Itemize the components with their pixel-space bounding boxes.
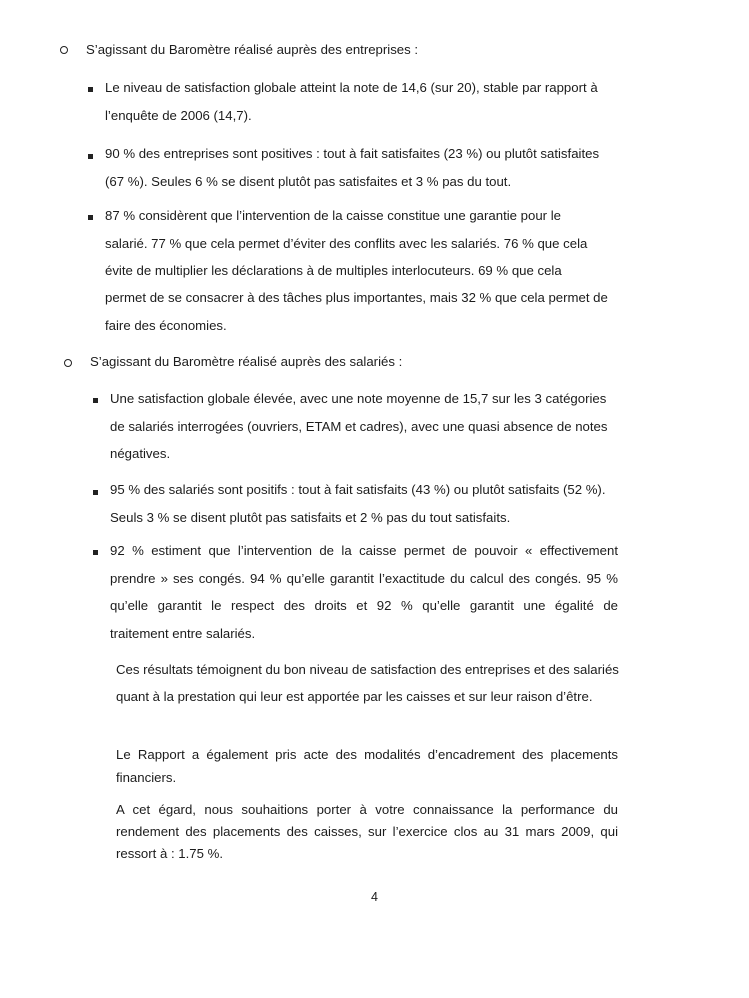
bullet-line: traitement entre salariés. xyxy=(110,626,256,641)
performance-line: A cet égard, nous souhaitions porter à votre connaissance la performance du xyxy=(116,802,618,817)
square-bullet-icon xyxy=(93,550,98,555)
circle-bullet-icon xyxy=(60,46,68,54)
bullet-line: de salariés interrogées (ouvriers, ETAM et cadres), avec une quasi absence de notes xyxy=(110,419,608,434)
square-bullet-icon xyxy=(88,154,93,159)
conclusion-line: quant à la prestation qui leur est apportée par les caisses et sur leur raison d’être. xyxy=(116,689,593,704)
bullet-line: (67 %). Seules 6 % se disent plutôt pas satisfaites et 3 % pas du tout. xyxy=(105,174,512,189)
bullet-line: faire des économies. xyxy=(105,318,227,333)
rapport-line: financiers. xyxy=(116,770,177,785)
bullet-line: Une satisfaction globale élevée, avec une note moyenne de 15,7 sur les 3 catégories xyxy=(110,391,607,406)
bullet-line: salarié. 77 % que cela permet d’éviter des conflits avec les salariés. 76 % que cela xyxy=(105,236,588,251)
bullet-line: 87 % considèrent que l’intervention de la caisse constitue une garantie pour le xyxy=(105,208,561,223)
bullet-line: Le niveau de satisfaction globale atteint la note de 14,6 (sur 20), stable par rapport à xyxy=(105,80,598,95)
section-heading-entreprises: S’agissant du Baromètre réalisé auprès des entreprises : xyxy=(86,42,419,57)
page-number: 4 xyxy=(371,890,378,904)
bullet-line: permet de se consacrer à des tâches plus importantes, mais 32 % que cela permet de xyxy=(105,290,608,305)
bullet-line: 95 % des salariés sont positifs : tout à fait satisfaits (43 %) ou plutôt satisfaits (52 %). xyxy=(110,482,606,497)
bullet-line: l’enquête de 2006 (14,7). xyxy=(105,108,252,123)
performance-line: ressort à : 1.75 %. xyxy=(116,846,224,861)
bullet-line: 90 % des entreprises sont positives : tout à fait satisfaites (23 %) ou plutôt satisfaites xyxy=(105,146,600,161)
circle-bullet-icon xyxy=(64,359,72,367)
rapport-line: Le Rapport a également pris acte des modalités d’encadrement des placements xyxy=(116,747,618,762)
conclusion-line: Ces résultats témoignent du bon niveau de satisfaction des entreprises et des salariés xyxy=(116,662,619,677)
bullet-line: 92 % estiment que l’intervention de la caisse permet de pouvoir « effectivement xyxy=(110,543,618,558)
bullet-line: prendre » ses congés. 94 % qu’elle garantit l’exactitude du calcul des congés. 95 % xyxy=(110,571,618,586)
section-heading-salaries: S’agissant du Baromètre réalisé auprès des salariés : xyxy=(90,354,403,369)
bullet-line: négatives. xyxy=(110,446,171,461)
square-bullet-icon xyxy=(93,398,98,403)
performance-line: rendement des placements des caisses, sur l’exercice clos au 31 mars 2009, qui xyxy=(116,824,618,839)
square-bullet-icon xyxy=(88,215,93,220)
bullet-line: Seuls 3 % se disent plutôt pas satisfaits et 2 % pas du tout satisfaits. xyxy=(110,510,511,525)
bullet-line: qu’elle garantit le respect des droits et 92 % qu’elle garantit une égalité de xyxy=(110,598,618,613)
square-bullet-icon xyxy=(88,87,93,92)
square-bullet-icon xyxy=(93,490,98,495)
bullet-line: évite de multiplier les déclarations à de multiples interlocuteurs. 69 % que cela xyxy=(105,263,562,278)
